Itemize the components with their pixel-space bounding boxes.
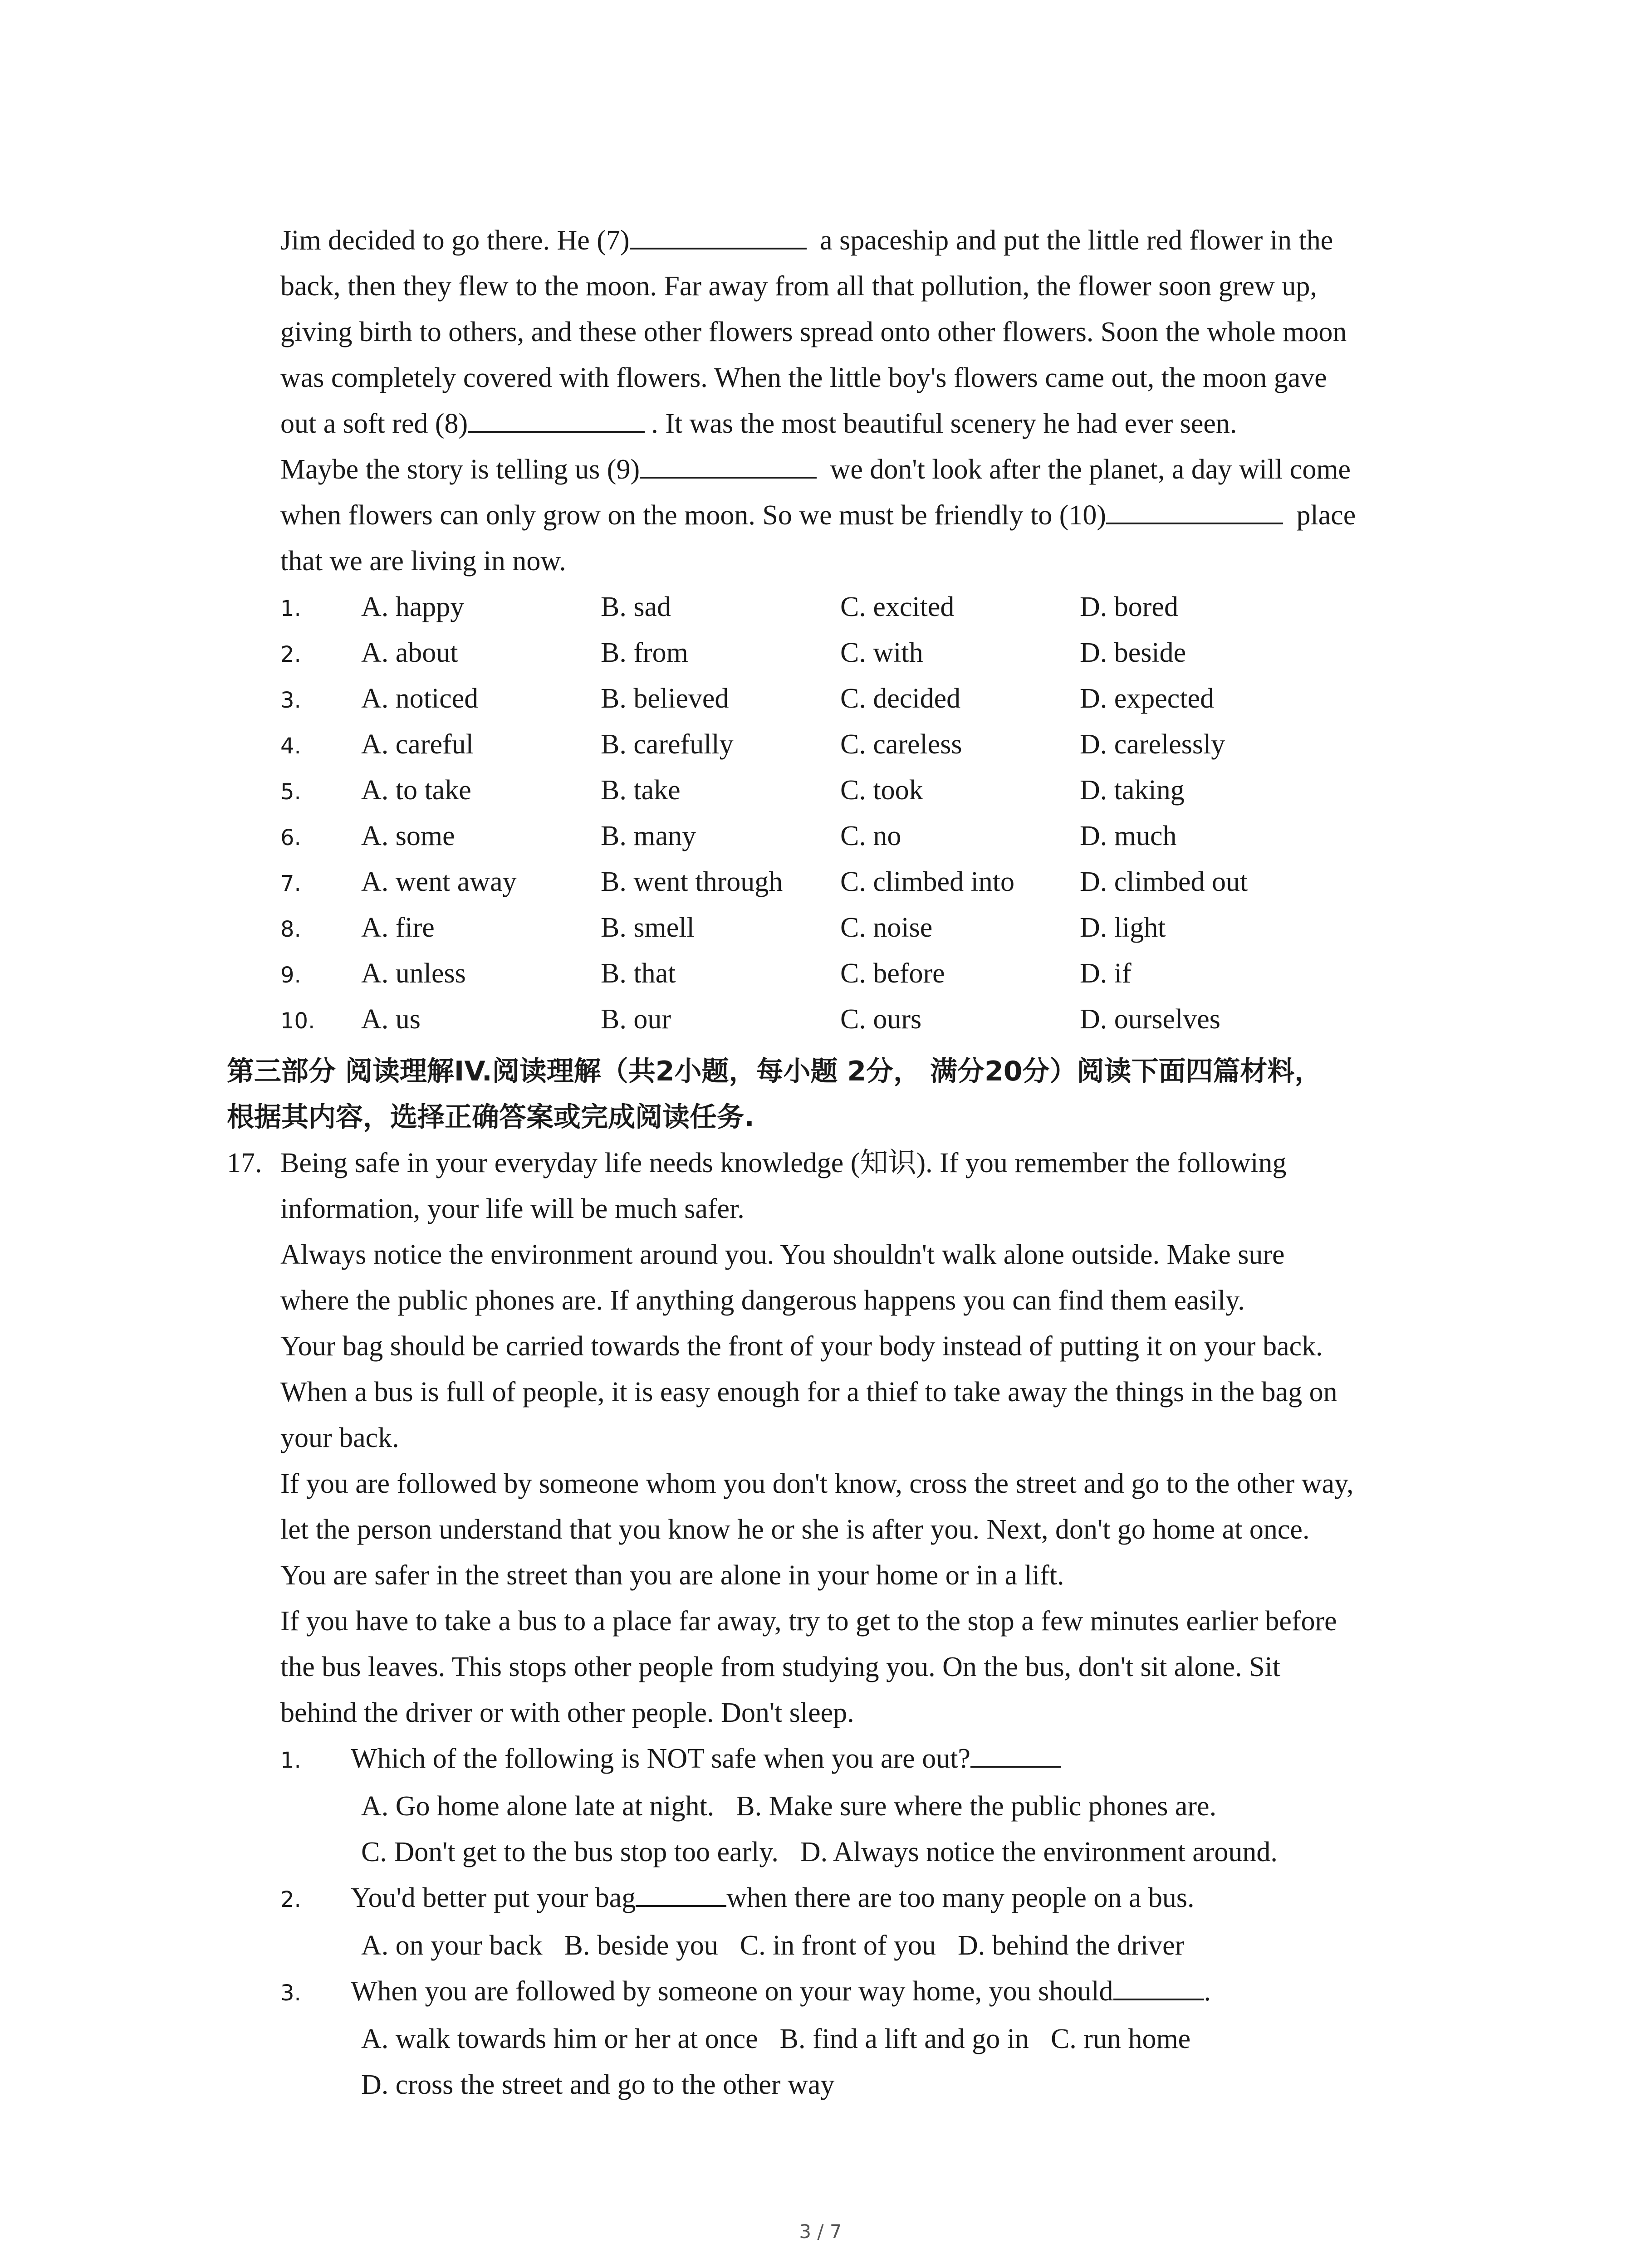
option-d: D. beside xyxy=(1080,637,1186,668)
option-b: B. believed xyxy=(601,683,729,714)
option-a: A. noticed xyxy=(361,683,479,714)
option-b: B. beside you xyxy=(564,1930,718,1961)
question-17 xyxy=(227,1140,1452,2108)
option-d: D. cross the street and go to the other way xyxy=(361,2069,835,2100)
passage-line xyxy=(227,447,1452,493)
option-d: D. bored xyxy=(1080,591,1178,622)
option-a: A. on your back xyxy=(361,1930,543,1961)
reading-text: the bus leaves. This stops other people from studying you. On the bus, don't sit alone. Sit xyxy=(280,1652,1280,1682)
option-row xyxy=(227,905,1452,951)
option-a: A. unless xyxy=(361,958,466,989)
option-number: 2. xyxy=(280,642,301,667)
passage-text: . It was the most beautiful scenery he had ever seen. xyxy=(651,408,1237,439)
option-row xyxy=(227,859,1452,905)
reading-text: If you have to take a bus to a place far away, try to get to the stop a few minutes earlier before xyxy=(280,1606,1337,1637)
sub-question xyxy=(227,1875,1452,1923)
option-d: D. behind the driver xyxy=(957,1930,1185,1961)
reading-text: let the person understand that you know he or she is after you. Next, don't go home at once. xyxy=(280,1514,1310,1545)
option-row xyxy=(227,813,1452,859)
reading-text: You are safer in the street than you are alone in your home or in a lift. xyxy=(280,1560,1064,1591)
sub-question-options xyxy=(227,2062,1452,2108)
option-c: C. ours xyxy=(840,1004,922,1035)
question-number: 17. xyxy=(227,1148,262,1178)
reading-text: information, your life will be much safer. xyxy=(280,1193,745,1224)
question-stem: When you are followed by someone on your way home, you should xyxy=(351,1976,1113,2007)
option-d: D. if xyxy=(1080,958,1132,989)
option-a: A. careful xyxy=(361,729,474,760)
option-c: C. run home xyxy=(1050,2024,1191,2054)
option-number: 8. xyxy=(280,917,301,942)
reading-text: Always notice the environment around you. You shouldn't walk alone outside. Make sure xyxy=(280,1239,1285,1270)
passage-line: back, then they flew to the moon. Far away from all that pollution, the flower soon grew up, xyxy=(280,271,1317,302)
option-a: A. happy xyxy=(361,591,465,622)
question-stem: Which of the following is NOT safe when you are out? xyxy=(351,1743,970,1774)
sub-question-options xyxy=(227,1923,1452,1969)
page-content xyxy=(227,218,1452,2108)
sub-question xyxy=(227,1736,1452,1784)
reading-text: Your bag should be carried towards the front of your body instead of putting it on your back. xyxy=(280,1331,1323,1362)
option-a: A. walk towards him or her at once xyxy=(361,2024,758,2054)
option-d: D. taking xyxy=(1080,775,1185,806)
blank-9 xyxy=(640,447,817,479)
section-heading-line: 第三部分 阅读理解IV.阅读理解（共2小题，每小题 2分， 满分20分）阅读下面四篇材料， xyxy=(227,1056,1322,1087)
option-d: D. ourselves xyxy=(1080,1004,1220,1035)
option-number: 4. xyxy=(280,733,301,759)
passage-text: when flowers can only grow on the moon. So we must be friendly to (10) xyxy=(280,500,1107,531)
option-number: 9. xyxy=(280,963,301,988)
section-heading-line: 根据其内容，选择正确答案或完成阅读任务. xyxy=(227,1101,754,1133)
option-row xyxy=(227,630,1452,676)
passage-text: we don't look after the planet, a day will come xyxy=(823,454,1351,485)
option-c: C. decided xyxy=(840,683,961,714)
question-stem: . xyxy=(1204,1976,1211,2007)
blank-8 xyxy=(468,401,645,433)
option-d: D. much xyxy=(1080,821,1177,851)
option-b: B. carefully xyxy=(601,729,734,760)
answer-blank xyxy=(1113,1971,1204,2000)
passage-line xyxy=(227,493,1452,538)
passage-line: was completely covered with flowers. When the little boy's flowers came out, the moon gave xyxy=(280,362,1327,393)
option-row xyxy=(227,767,1452,813)
reading-text: If you are followed by someone whom you don't know, cross the street and go to the other way, xyxy=(280,1468,1354,1499)
blank-7 xyxy=(630,218,807,249)
option-row xyxy=(227,584,1452,630)
answer-blank xyxy=(636,1878,726,1907)
option-d: D. carelessly xyxy=(1080,729,1225,760)
blank-10 xyxy=(1106,493,1283,524)
option-a: A. went away xyxy=(361,866,517,897)
option-number: 3. xyxy=(280,688,301,713)
sub-question-number: 3. xyxy=(280,1980,301,2006)
option-b: B. from xyxy=(601,637,688,668)
sub-question-options xyxy=(227,2016,1452,2062)
option-c: C. before xyxy=(840,958,945,989)
option-b: B. take xyxy=(601,775,681,806)
option-row xyxy=(227,676,1452,722)
option-a: A. some xyxy=(361,821,455,851)
option-number: 5. xyxy=(280,779,301,805)
passage xyxy=(227,218,1452,584)
passage-text: Jim decided to go there. He (7) xyxy=(280,225,630,256)
option-c: C. noise xyxy=(840,912,933,943)
option-b: B. Make sure where the public phones are. xyxy=(736,1791,1217,1822)
option-a: A. about xyxy=(361,637,458,668)
page-number: 3 / 7 xyxy=(799,2220,842,2243)
option-c: C. climbed into xyxy=(840,866,1015,897)
question-stem: You'd better put your bag xyxy=(351,1882,636,1913)
reading-text: When a bus is full of people, it is easy enough for a thief to take away the things in the bag on xyxy=(280,1377,1337,1408)
option-a: A. us xyxy=(361,1004,421,1035)
option-c: C. with xyxy=(840,637,923,668)
sub-question xyxy=(227,1969,1452,2016)
option-c: C. Don't get to the bus stop too early. xyxy=(361,1837,779,1867)
sub-question-text xyxy=(351,1736,1061,1782)
passage-line xyxy=(227,401,1452,447)
question-line xyxy=(227,1140,1452,1186)
option-number: 7. xyxy=(280,871,301,896)
option-row xyxy=(227,722,1452,767)
option-c: C. no xyxy=(840,821,901,851)
answer-blank xyxy=(970,1739,1061,1768)
sub-question-number: 2. xyxy=(280,1887,301,1912)
passage-line: giving birth to others, and these other flowers spread onto other flowers. Soon the whole moon xyxy=(280,317,1347,347)
option-a: A. fire xyxy=(361,912,435,943)
option-c: C. careless xyxy=(840,729,962,760)
option-d: D. Always notice the environment around. xyxy=(800,1837,1278,1867)
reading-text: Being safe in your everyday life needs knowledge (知识). If you remember the following xyxy=(280,1148,1287,1178)
option-b: B. find a lift and go in xyxy=(779,2024,1029,2054)
option-c: C. took xyxy=(840,775,923,806)
option-b: B. our xyxy=(601,1004,671,1035)
passage-line: that we are living in now. xyxy=(280,546,566,577)
reading-text: behind the driver or with other people. Don't sleep. xyxy=(280,1697,854,1728)
sub-question-options xyxy=(227,1829,1452,1875)
passage-text: out a soft red (8) xyxy=(280,408,468,439)
sub-question-number: 1. xyxy=(280,1748,301,1773)
sub-question-text xyxy=(351,1969,1211,2014)
option-b: B. went through xyxy=(601,866,783,897)
option-d: D. expected xyxy=(1080,683,1215,714)
option-row xyxy=(227,951,1452,997)
question-stem: when there are too many people on a bus. xyxy=(726,1882,1195,1913)
passage-text: a spaceship and put the little red flower in the xyxy=(813,225,1333,256)
option-b: B. sad xyxy=(601,591,671,622)
cloze-options xyxy=(227,584,1452,1042)
section-heading xyxy=(227,1049,1452,1140)
sub-question-text xyxy=(351,1875,1195,1921)
passage-line xyxy=(227,218,1452,264)
option-b: B. smell xyxy=(601,912,695,943)
reading-text: your back. xyxy=(280,1422,399,1453)
option-number: 6. xyxy=(280,825,301,850)
reading-text: where the public phones are. If anything dangerous happens you can find them easily. xyxy=(280,1285,1245,1316)
sub-question-options xyxy=(227,1784,1452,1829)
option-c: C. excited xyxy=(840,591,955,622)
option-number: 10. xyxy=(280,1008,315,1034)
option-a: A. to take xyxy=(361,775,471,806)
option-b: B. many xyxy=(601,821,696,851)
passage-text: place xyxy=(1289,500,1356,531)
option-d: D. light xyxy=(1080,912,1166,943)
option-number: 1. xyxy=(280,596,301,621)
option-d: D. climbed out xyxy=(1080,866,1248,897)
option-b: B. that xyxy=(601,958,676,989)
passage-text: Maybe the story is telling us (9) xyxy=(280,454,640,485)
option-row xyxy=(227,997,1452,1042)
option-c: C. in front of you xyxy=(740,1930,936,1961)
option-a: A. Go home alone late at night. xyxy=(361,1791,715,1822)
